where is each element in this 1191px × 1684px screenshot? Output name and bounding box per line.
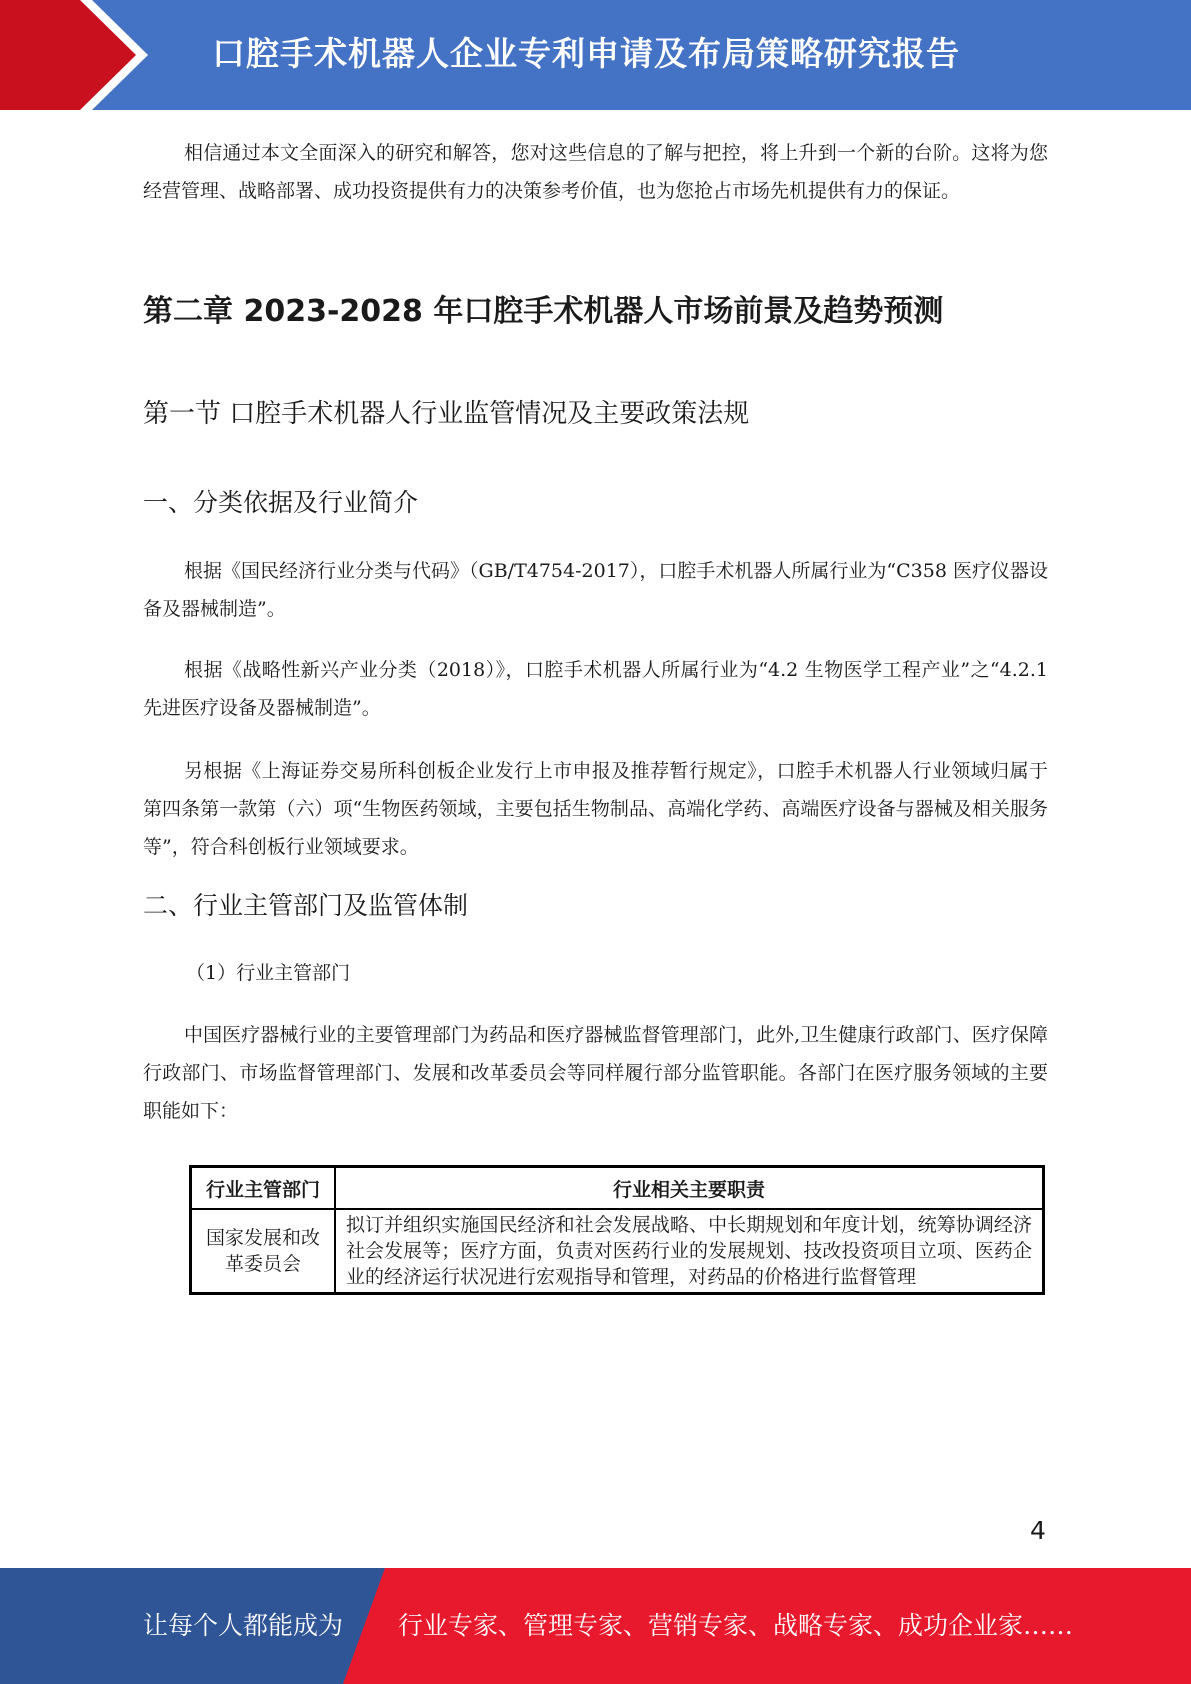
header-arrow-decoration [0, 0, 160, 110]
table-header-dept: 行业主管部门 [191, 1167, 336, 1210]
page-footer [0, 1568, 1191, 1684]
paragraph-regulation: 中国医疗器械行业的主要管理部门为药品和医疗器械监督管理部门，此外,卫生健康行政部门、医疗保障行政部门、市场监督管理部门、发展和改革委员会等同样履行部分监管职能。各部门在医疗服务领域的主要职能如下： [143, 1024, 1048, 1122]
chapter-heading: 第二章 2023-2028 年口腔手术机器人市场前景及趋势预测 [143, 294, 944, 329]
footer-slogan-right: 行业专家、管理专家、营销专家、战略专家、成功企业家…… [398, 1611, 1074, 1640]
subheading-classification: 一、分类依据及行业简介 [143, 488, 419, 517]
list-item-authority: （1）行业主管部门 [186, 962, 351, 984]
table-header-duties: 行业相关主要职责 [335, 1167, 1044, 1210]
paragraph-classification-3: 另根据《上海证券交易所科创板企业发行上市申报及推荐暂行规定》，口腔手术机器人行业领域归属于第四条第一款第（六）项“生物医药领域，主要包括生物制品、高端化学药、高端医疗设备与器械及相关服务等”，符合科创板行业领域要求。 [143, 760, 1048, 858]
table-row [191, 1209, 1044, 1294]
subheading-regulation: 二、行业主管部门及监管体制 [143, 891, 469, 920]
report-title: 口腔手术机器人企业专利申请及布局策略研究报告 [212, 34, 960, 73]
paragraph-classification-1: 根据《国民经济行业分类与代码》（GB/T4754-2017），口腔手术机器人所属行业为“C358 医疗仪器设备及器械制造”。 [143, 560, 1048, 620]
page-header [0, 0, 1191, 110]
footer-slogan-left: 让每个人都能成为 [143, 1611, 344, 1640]
paragraph-classification-2: 根据《战略性新兴产业分类（2018）》，口腔手术机器人所属行业为“4.2 生物医学工程产业”之“4.2.1 先进医疗设备及器械制造”。 [143, 659, 1048, 719]
section-heading: 第一节 口腔手术机器人行业监管情况及主要政策法规 [143, 399, 750, 429]
table-header-row [191, 1167, 1044, 1210]
table-cell-duties: 拟订并组织实施国民经济和社会发展战略、中长期规划和年度计划，统筹协调经济社会发展等；医疗方面，负责对医药行业的发展规划、技改投资项目立项、医药企业的经济运行状况进行宏观指导和管理，对药品的价格进行监督管理 [335, 1209, 1044, 1294]
duties-table [189, 1165, 1045, 1295]
table-cell-dept: 国家发展和改革委员会 [191, 1209, 336, 1294]
intro-paragraph: 相信通过本文全面深入的研究和解答，您对这些信息的了解与把控，将上升到一个新的台阶。这将为您经营管理、战略部署、成功投资提供有力的决策参考价值，也为您抢占市场先机提供有力的保证。 [143, 142, 1048, 202]
page-number: 4 [1030, 1516, 1046, 1545]
